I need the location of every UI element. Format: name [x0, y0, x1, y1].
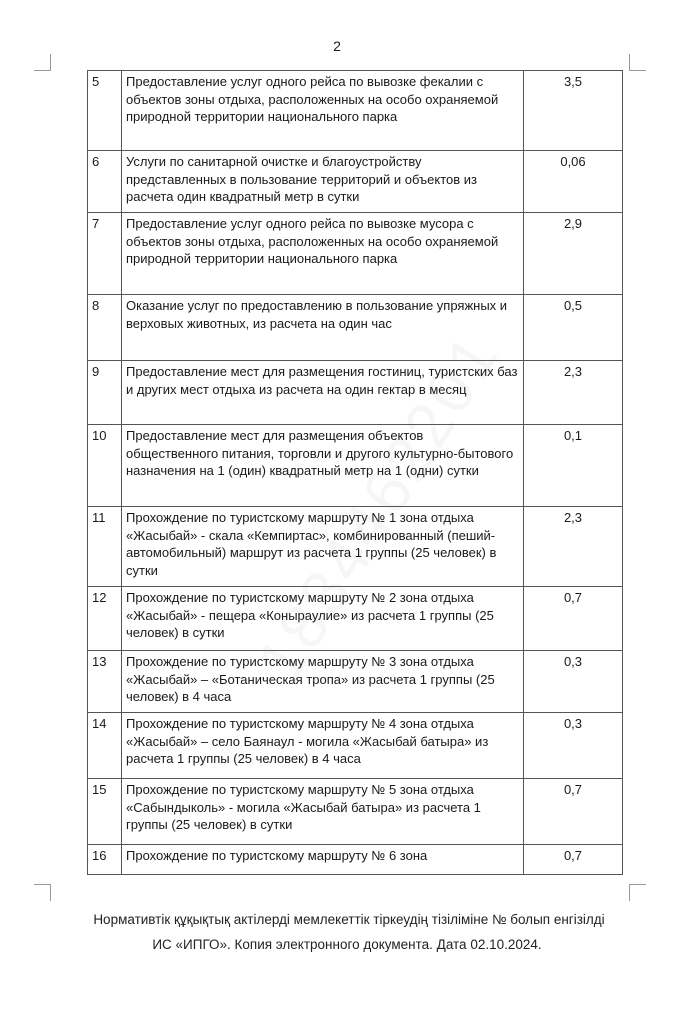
row-value: 2,9 [524, 213, 623, 295]
row-description: Прохождение по туристскому маршруту № 1 зона отдыха «Жасыбай» - скала «Кемпиртас», комбинированный (пеший-автомобильный) маршрут из расчета 1 группы (25 человек) в сутки [122, 507, 524, 587]
row-value: 0,7 [524, 587, 623, 651]
row-number: 5 [88, 71, 122, 151]
crop-mark-bottom-right [629, 884, 646, 901]
row-description: Предоставление услуг одного рейса по вывозке мусора с объектов зоны отдыха, расположенных на особо охраняемой природной территории национального парка [122, 213, 524, 295]
row-description: Прохождение по туристскому маршруту № 3 зона отдыха «Жасыбай» – «Ботаническая тропа» из расчета 1 группы (25 человек) в 4 часа [122, 651, 524, 713]
crop-mark-top-left [34, 54, 51, 71]
row-number: 7 [88, 213, 122, 295]
row-value: 2,3 [524, 361, 623, 425]
row-value: 0,3 [524, 651, 623, 713]
row-value: 0,1 [524, 425, 623, 507]
crop-mark-top-right [629, 54, 646, 71]
table-row [88, 713, 623, 779]
table-row [88, 507, 623, 587]
table-row [88, 651, 623, 713]
table-row [88, 71, 623, 151]
row-value: 0,7 [524, 779, 623, 845]
row-number: 6 [88, 151, 122, 213]
row-description: Оказание услуг по предоставлению в пользование упряжных и верховых животных, из расчета на один час [122, 295, 524, 361]
table-row [88, 425, 623, 507]
row-description: Предоставление услуг одного рейса по вывозке фекалии с объектов зоны отдыха, расположенных на особо охраняемой природной территории национального парка [122, 71, 524, 151]
row-number: 16 [88, 845, 122, 875]
row-description: Услуги по санитарной очистке и благоустройству представленных в пользование территорий и объектов из расчета один квадратный метр в сутки [122, 151, 524, 213]
row-number: 11 [88, 507, 122, 587]
table-row [88, 295, 623, 361]
row-description: Прохождение по туристскому маршруту № 2 зона отдыха «Жасыбай» - пещера «Коныраулие» из расчета 1 группы (25 человек) в сутки [122, 587, 524, 651]
document-copy-footer-line: ИС «ИПГО». Копия электронного документа. Дата 02.10.2024. [152, 937, 542, 952]
row-value: 0,5 [524, 295, 623, 361]
row-description: Прохождение по туристскому маршруту № 6 зона [122, 845, 524, 875]
row-number: 9 [88, 361, 122, 425]
table-row [88, 779, 623, 845]
row-description: Прохождение по туристскому маршруту № 4 зона отдыха «Жасыбай» – село Баянаул - могила «Жасыбай батыра» из расчета 1 группы (25 человек) в 4 часа [122, 713, 524, 779]
row-number: 8 [88, 295, 122, 361]
row-number: 14 [88, 713, 122, 779]
row-number: 12 [88, 587, 122, 651]
table-row [88, 151, 623, 213]
row-description: Предоставление мест для размещения объектов общественного питания, торговли и другого культурно-бытового назначения на 1 (один) квадратный метр на 1 (одни) сутки [122, 425, 524, 507]
row-value: 2,3 [524, 507, 623, 587]
row-number: 10 [88, 425, 122, 507]
row-value: 0,7 [524, 845, 623, 875]
table-row [88, 845, 623, 875]
tariff-table [87, 70, 623, 875]
table-row [88, 361, 623, 425]
crop-mark-bottom-left [34, 884, 51, 901]
table-row [88, 587, 623, 651]
row-value: 3,5 [524, 71, 623, 151]
table-row [88, 213, 623, 295]
row-number: 13 [88, 651, 122, 713]
row-description: Предоставление мест для размещения гостиниц, туристских баз и других мест отдыха из расчета на один гектар в месяц [122, 361, 524, 425]
page-number: 2 [333, 38, 341, 54]
registry-footer-line: Нормативтік құқықтық актілерді мемлекеттік тіркеудің тізіліміне № болып енгізілді [93, 912, 605, 927]
row-value: 0,06 [524, 151, 623, 213]
row-number: 15 [88, 779, 122, 845]
row-value: 0,3 [524, 713, 623, 779]
row-description: Прохождение по туристскому маршруту № 5 зона отдыха «Сабындыколь» - могила «Жасыбай батыра» из расчета 1 группы (25 человек) в сутки [122, 779, 524, 845]
